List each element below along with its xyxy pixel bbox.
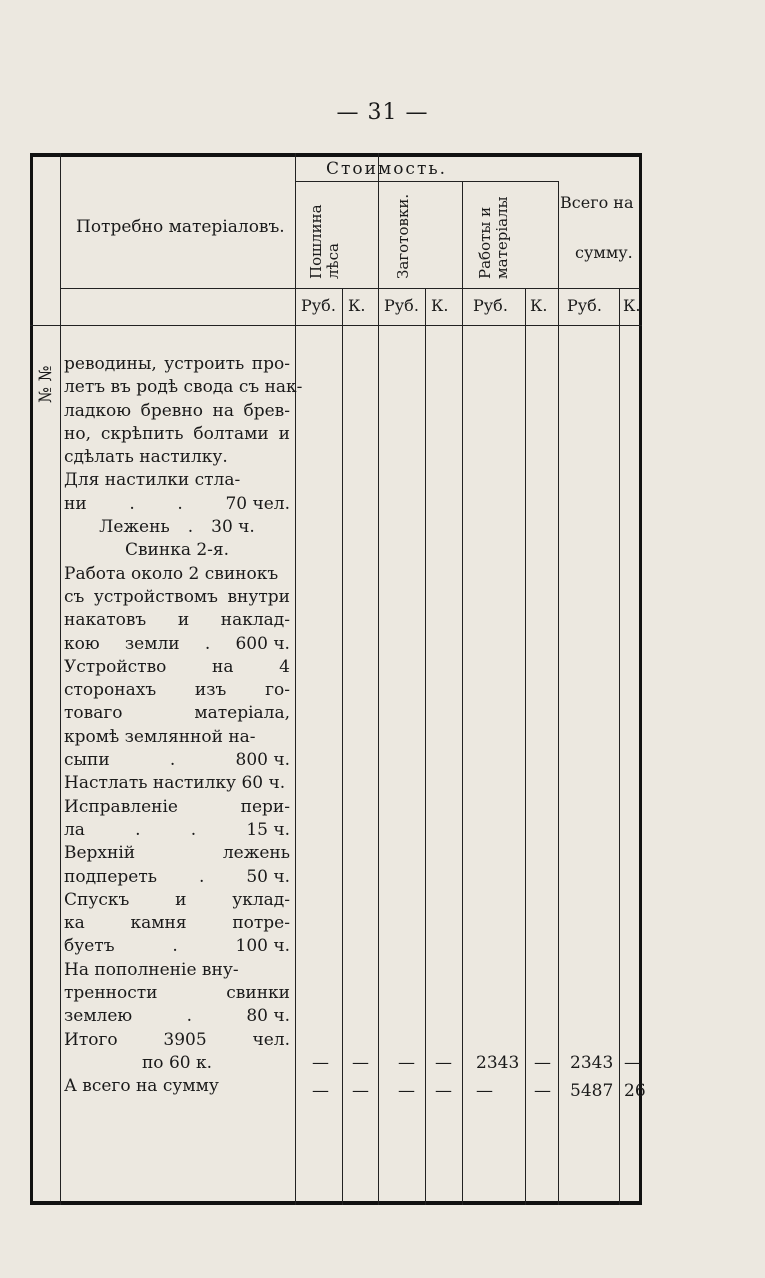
description-word: съ bbox=[64, 586, 85, 607]
description-line bbox=[64, 656, 290, 679]
col-rule bbox=[378, 153, 379, 1205]
description-word: на bbox=[212, 656, 234, 677]
row1-total-rub: 2343 bbox=[570, 1053, 614, 1073]
blanks-rub-label: Руб. bbox=[384, 296, 419, 315]
description-word: устроить bbox=[164, 354, 245, 374]
description-line bbox=[64, 609, 290, 632]
total-kop-label: К. bbox=[623, 296, 641, 315]
row1-duty-kop: — bbox=[352, 1053, 369, 1073]
description-word: скрѣпить bbox=[100, 423, 184, 444]
description-line bbox=[64, 866, 290, 889]
description-word: Устройство bbox=[64, 656, 167, 677]
row2-works-kop: — bbox=[534, 1081, 551, 1101]
description-line bbox=[64, 935, 290, 958]
description-word: но, bbox=[64, 423, 91, 444]
description-word: на bbox=[212, 400, 234, 421]
description-line bbox=[64, 493, 290, 516]
description-word: . bbox=[204, 633, 211, 654]
description-word: накатовъ bbox=[64, 610, 147, 631]
description-word: Верхній bbox=[64, 843, 136, 864]
description-word: . bbox=[129, 493, 135, 514]
works-rub-label: Руб. bbox=[473, 296, 508, 315]
description-word: ни bbox=[64, 493, 87, 514]
description-word: 80 ч. bbox=[246, 1006, 290, 1027]
description-word: летъ въ родѣ свода съ нак- bbox=[64, 377, 303, 398]
description-line bbox=[64, 889, 290, 912]
row1-total-kop: — bbox=[624, 1053, 641, 1073]
description-word: подпереть bbox=[64, 866, 158, 887]
description-line bbox=[64, 376, 303, 399]
description-word: чел. bbox=[252, 1029, 290, 1050]
description-word: про- bbox=[251, 354, 290, 374]
description-word: . bbox=[177, 493, 183, 514]
total-column-header-line2: сумму. bbox=[575, 243, 633, 262]
row2-blanks-kop: — bbox=[435, 1081, 452, 1101]
row1-works-rub: 2343 bbox=[476, 1053, 520, 1073]
description-word: Спускъ bbox=[64, 889, 130, 910]
description-word: Настлать настилку 60 ч. bbox=[64, 773, 286, 794]
description-line bbox=[64, 353, 290, 376]
total-rub-label: Руб. bbox=[567, 296, 602, 315]
description-word: по 60 к. bbox=[141, 1052, 213, 1073]
description-line bbox=[64, 679, 290, 702]
duty-column-header: Пошлина лѣса bbox=[307, 204, 342, 279]
description-line bbox=[64, 982, 290, 1005]
description-word: брев- bbox=[243, 400, 290, 421]
table-top-rule bbox=[30, 153, 642, 157]
description-word: ладкою bbox=[64, 400, 132, 421]
row2-duty-kop: — bbox=[352, 1081, 369, 1101]
description-line bbox=[64, 633, 290, 656]
cost-table bbox=[30, 153, 646, 1205]
description-word: свинки bbox=[226, 983, 290, 1004]
description-word: тренности bbox=[64, 983, 158, 1004]
table-bottom-rule bbox=[30, 1201, 642, 1205]
description-word: кою bbox=[64, 633, 100, 654]
description-word: ла bbox=[64, 819, 85, 840]
row2-total-rub: 5487 bbox=[570, 1081, 614, 1101]
description-word: Для настилки стла- bbox=[64, 470, 241, 491]
cost-group-header: Стоимость. bbox=[326, 159, 448, 179]
description-word: 50 ч. bbox=[246, 866, 290, 887]
description-word: внутри bbox=[227, 586, 290, 607]
col-rule bbox=[619, 288, 620, 1205]
description-line bbox=[64, 819, 290, 842]
description-word: наклад- bbox=[220, 610, 290, 631]
description-word: . bbox=[187, 517, 194, 538]
blanks-kop-label: К. bbox=[431, 296, 449, 315]
description-line bbox=[64, 423, 290, 446]
description-word: 4 bbox=[279, 656, 290, 677]
duty-kop-label: К. bbox=[348, 296, 366, 315]
description-word: сыпи bbox=[64, 750, 110, 771]
description-line bbox=[64, 1075, 290, 1098]
description-word: реводины, bbox=[64, 354, 157, 374]
description-word: болтами bbox=[193, 423, 269, 444]
description-word: 800 ч. bbox=[235, 750, 290, 771]
description-word: камня bbox=[130, 913, 187, 934]
description-word: Лежень bbox=[99, 517, 170, 538]
description-word: и bbox=[175, 889, 187, 910]
works-kop-label: К. bbox=[530, 296, 548, 315]
number-column-header: № № bbox=[36, 365, 56, 403]
description-word: устройствомъ bbox=[93, 586, 218, 607]
header-rule bbox=[60, 288, 640, 289]
description-word: изъ bbox=[194, 680, 227, 701]
total-column-header-line1: Всего на bbox=[560, 193, 634, 212]
duty-rub-label: Руб. bbox=[301, 296, 336, 315]
description-line bbox=[64, 796, 290, 819]
col-rule bbox=[525, 288, 526, 1205]
description-word: ка bbox=[64, 913, 85, 934]
col-rule bbox=[295, 153, 296, 1205]
description-word: Свинка 2-я. bbox=[124, 540, 230, 561]
description-word: товаго bbox=[64, 703, 123, 724]
description-word: землею bbox=[64, 1006, 133, 1027]
description-word: 30 ч. bbox=[211, 517, 255, 538]
description-word: потре- bbox=[232, 913, 290, 934]
description-line bbox=[64, 702, 290, 725]
header-rule bbox=[30, 325, 642, 326]
description-line bbox=[64, 400, 290, 423]
description-line bbox=[64, 1052, 290, 1075]
description-line bbox=[64, 772, 290, 795]
row2-duty-rub: — bbox=[312, 1081, 329, 1101]
description-word: . bbox=[169, 750, 176, 771]
description-line bbox=[64, 749, 290, 772]
description-line bbox=[64, 1005, 290, 1028]
description-word: и bbox=[278, 423, 290, 444]
description-word: сдѣлать настилку. bbox=[64, 447, 228, 468]
col-rule bbox=[342, 288, 343, 1205]
description-word: бревно bbox=[140, 400, 203, 421]
description-line bbox=[64, 469, 290, 492]
description-word: Исправленіе bbox=[64, 796, 178, 817]
description-word: . bbox=[135, 819, 141, 840]
description-line bbox=[64, 586, 290, 609]
description-word: 600 ч. bbox=[235, 633, 290, 654]
description-word: Итого bbox=[64, 1029, 118, 1050]
description-word: А всего на сумму bbox=[64, 1076, 219, 1097]
row1-works-kop: — bbox=[534, 1053, 551, 1073]
description-line bbox=[64, 912, 290, 935]
row1-blanks-kop: — bbox=[435, 1053, 452, 1073]
description-line bbox=[64, 726, 290, 749]
description-line bbox=[64, 539, 290, 562]
description-word: . bbox=[172, 936, 178, 957]
page-number: — 31 — bbox=[336, 100, 429, 125]
description-word: 15 ч. bbox=[246, 819, 290, 840]
header-rule bbox=[295, 181, 559, 182]
description-word: земли bbox=[124, 633, 180, 654]
item-column-header: Потребно матеріаловъ. bbox=[76, 217, 285, 237]
description-word: лежень bbox=[222, 843, 290, 864]
description-line bbox=[64, 446, 290, 469]
description-word: 3905 bbox=[163, 1029, 207, 1050]
description-word: матеріала, bbox=[194, 703, 290, 724]
description-word: пери- bbox=[240, 796, 290, 817]
description-line bbox=[64, 842, 290, 865]
works-column-header: Работы и матеріалы bbox=[476, 196, 511, 279]
description-word: 70 чел. bbox=[225, 493, 290, 514]
description-word: го- bbox=[265, 680, 290, 701]
description-line bbox=[64, 516, 290, 539]
description-word: . bbox=[186, 1006, 192, 1027]
item-description bbox=[64, 353, 303, 1099]
description-word: . bbox=[190, 819, 197, 840]
col-rule bbox=[425, 288, 426, 1205]
row2-total-kop: 26 bbox=[624, 1081, 646, 1101]
description-word: уклад- bbox=[232, 889, 290, 910]
description-word: сторонахъ bbox=[64, 680, 157, 701]
blanks-column-header: Заготовки. bbox=[394, 193, 412, 279]
description-word: 100 ч. bbox=[235, 936, 290, 957]
description-word: буетъ bbox=[64, 936, 115, 957]
description-word: и bbox=[177, 610, 190, 631]
description-word: . bbox=[198, 866, 205, 887]
row1-duty-rub: — bbox=[312, 1053, 329, 1073]
row1-blanks-rub: — bbox=[398, 1053, 415, 1073]
row2-works-rub: — bbox=[476, 1081, 493, 1101]
description-word: На пополненіе вну- bbox=[64, 959, 239, 980]
description-word: Работа около 2 свинокъ bbox=[64, 563, 279, 584]
col-rule bbox=[60, 153, 61, 1205]
col-rule bbox=[558, 181, 559, 1205]
col-rule bbox=[462, 181, 463, 1205]
description-word: кромѣ землянной на- bbox=[64, 726, 256, 747]
description-line bbox=[64, 959, 290, 982]
description-line bbox=[64, 563, 290, 586]
row2-blanks-rub: — bbox=[398, 1081, 415, 1101]
description-line bbox=[64, 1029, 290, 1052]
